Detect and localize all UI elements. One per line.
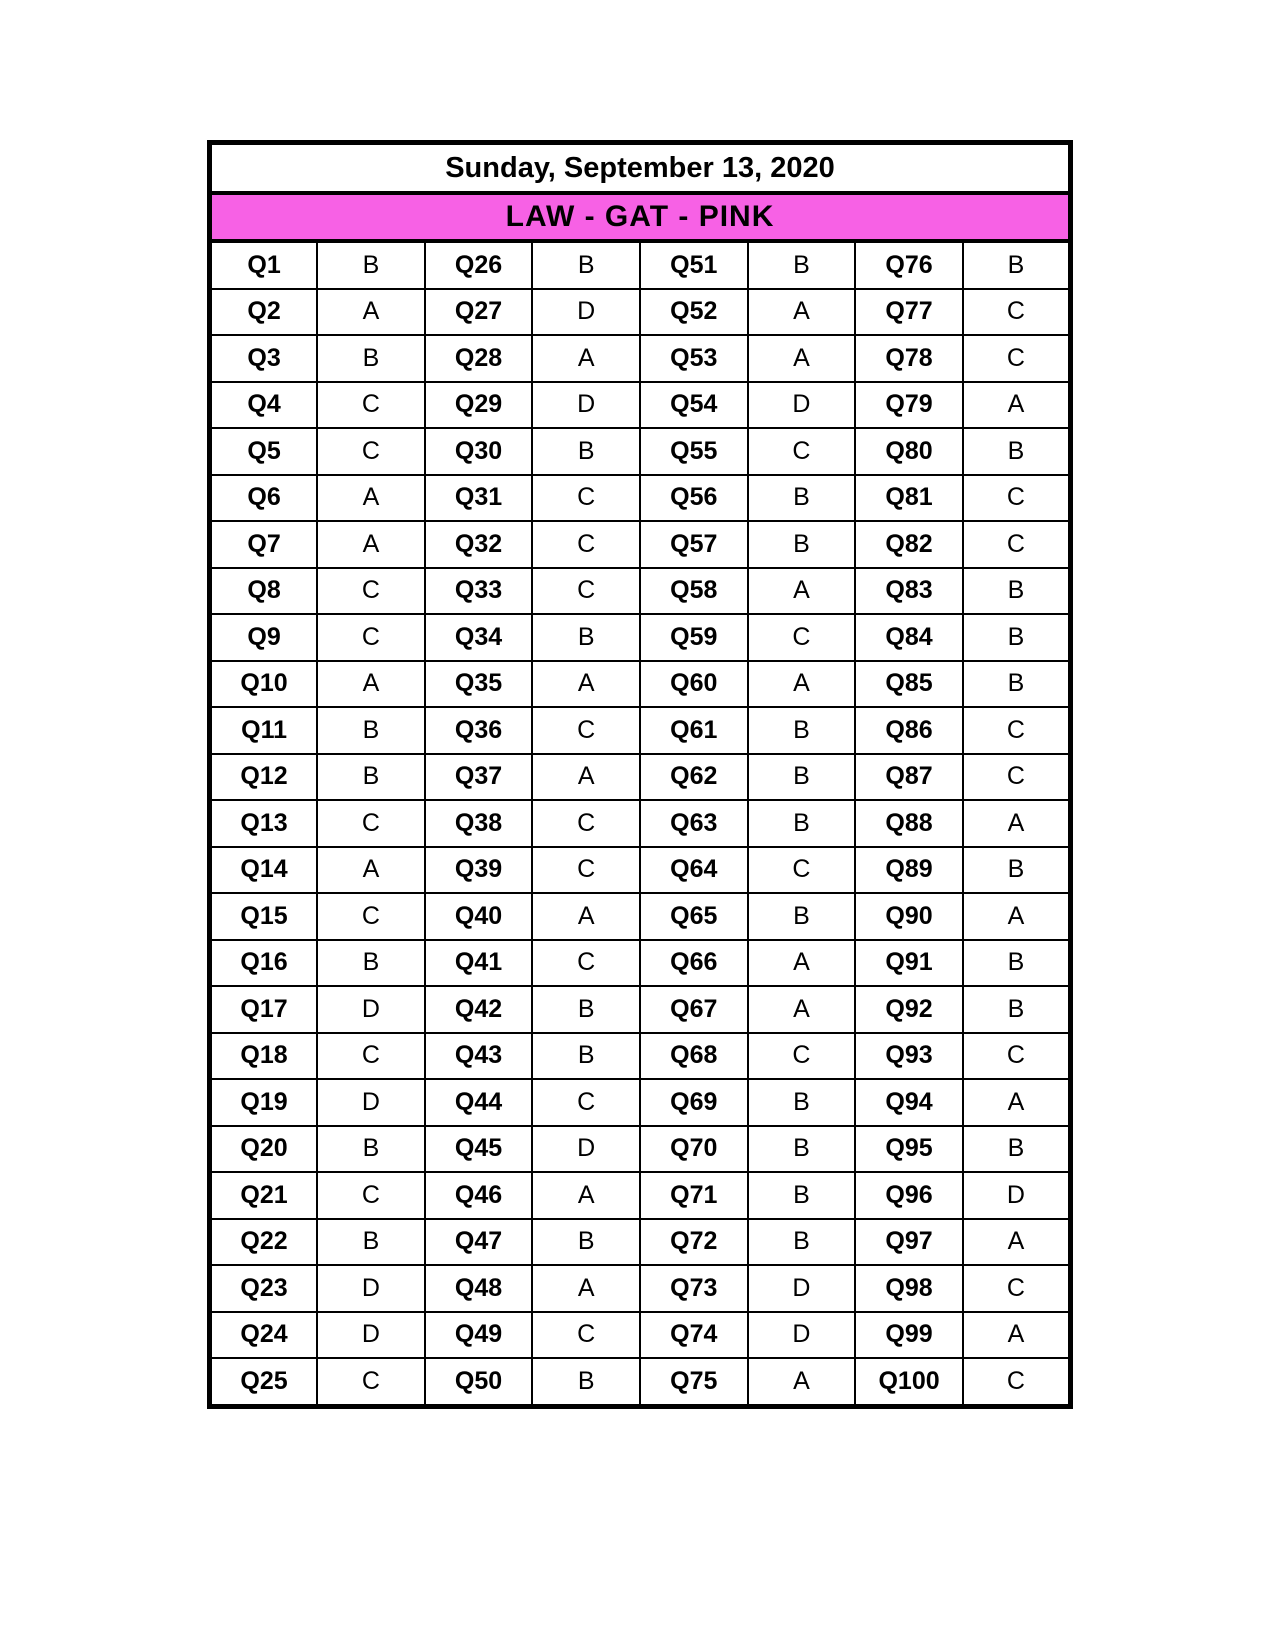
question-cell: Q82 — [855, 521, 963, 568]
question-cell: Q92 — [855, 986, 963, 1033]
answer-cell: C — [532, 1312, 640, 1359]
question-cell: Q22 — [210, 1219, 318, 1266]
banner-row — [210, 193, 1071, 241]
answer-cell: A — [748, 940, 856, 987]
answer-cell: B — [963, 661, 1071, 708]
exam-banner: LAW - GAT - PINK — [210, 193, 1071, 241]
answer-cell: C — [532, 1079, 640, 1126]
question-cell: Q27 — [425, 289, 533, 336]
question-cell: Q95 — [855, 1126, 963, 1173]
question-cell: Q79 — [855, 382, 963, 429]
question-cell: Q72 — [640, 1219, 748, 1266]
answer-cell: B — [532, 1033, 640, 1080]
answer-cell: C — [532, 568, 640, 615]
question-cell: Q78 — [855, 335, 963, 382]
question-cell: Q56 — [640, 475, 748, 522]
question-cell: Q80 — [855, 428, 963, 475]
answer-cell: D — [748, 1312, 856, 1359]
answer-cell: B — [963, 241, 1071, 289]
answer-cell: B — [532, 1219, 640, 1266]
question-cell: Q15 — [210, 893, 318, 940]
answer-cell: B — [963, 847, 1071, 894]
answer-cell: B — [532, 1358, 640, 1406]
table-row — [210, 1126, 1071, 1173]
question-cell: Q62 — [640, 754, 748, 801]
answer-cell: B — [963, 428, 1071, 475]
question-cell: Q8 — [210, 568, 318, 615]
table-row — [210, 893, 1071, 940]
table-row — [210, 800, 1071, 847]
question-cell: Q19 — [210, 1079, 318, 1126]
question-cell: Q60 — [640, 661, 748, 708]
answer-cell: C — [748, 847, 856, 894]
question-cell: Q58 — [640, 568, 748, 615]
answer-cell: A — [748, 986, 856, 1033]
question-cell: Q48 — [425, 1265, 533, 1312]
question-cell: Q12 — [210, 754, 318, 801]
answer-cell: C — [317, 1172, 425, 1219]
answer-cell: A — [748, 568, 856, 615]
table-row — [210, 1358, 1071, 1406]
answer-cell: A — [317, 289, 425, 336]
answer-cell: D — [748, 1265, 856, 1312]
answer-cell: C — [963, 754, 1071, 801]
question-cell: Q69 — [640, 1079, 748, 1126]
question-cell: Q50 — [425, 1358, 533, 1406]
question-cell: Q40 — [425, 893, 533, 940]
question-cell: Q59 — [640, 614, 748, 661]
answer-cell: C — [963, 335, 1071, 382]
answer-cell: C — [963, 521, 1071, 568]
table-row — [210, 1172, 1071, 1219]
answer-cell: D — [532, 289, 640, 336]
question-cell: Q31 — [425, 475, 533, 522]
answer-cell: C — [963, 1358, 1071, 1406]
answer-cell: B — [748, 1126, 856, 1173]
question-cell: Q76 — [855, 241, 963, 289]
table-row — [210, 1079, 1071, 1126]
answer-cell: B — [748, 800, 856, 847]
answer-cell: B — [532, 986, 640, 1033]
question-cell: Q23 — [210, 1265, 318, 1312]
question-cell: Q6 — [210, 475, 318, 522]
answer-cell: A — [963, 382, 1071, 429]
table-row — [210, 1033, 1071, 1080]
date-row — [210, 143, 1071, 194]
table-row — [210, 475, 1071, 522]
question-cell: Q100 — [855, 1358, 963, 1406]
answer-cell: B — [963, 986, 1071, 1033]
question-cell: Q96 — [855, 1172, 963, 1219]
answer-cell: C — [532, 940, 640, 987]
table-header — [210, 143, 1071, 242]
answer-cell: A — [532, 754, 640, 801]
answer-cell: D — [963, 1172, 1071, 1219]
answer-cell: D — [532, 1126, 640, 1173]
table-row — [210, 241, 1071, 289]
answer-cell: C — [532, 847, 640, 894]
answer-cell: A — [317, 475, 425, 522]
question-cell: Q61 — [640, 707, 748, 754]
question-cell: Q7 — [210, 521, 318, 568]
answer-cell: C — [748, 1033, 856, 1080]
table-row — [210, 289, 1071, 336]
answer-cell: A — [317, 847, 425, 894]
table-row — [210, 521, 1071, 568]
question-cell: Q32 — [425, 521, 533, 568]
answer-cell: C — [317, 382, 425, 429]
table-row — [210, 847, 1071, 894]
answer-cell: C — [317, 1033, 425, 1080]
question-cell: Q5 — [210, 428, 318, 475]
answer-cell: B — [748, 707, 856, 754]
question-cell: Q63 — [640, 800, 748, 847]
answer-cell: B — [748, 1172, 856, 1219]
question-cell: Q2 — [210, 289, 318, 336]
answer-cell: C — [532, 521, 640, 568]
answer-cell: A — [748, 335, 856, 382]
answer-cell: C — [748, 614, 856, 661]
answer-cell: B — [532, 428, 640, 475]
question-cell: Q93 — [855, 1033, 963, 1080]
answer-cell: A — [532, 1172, 640, 1219]
answer-cell: A — [317, 521, 425, 568]
question-cell: Q16 — [210, 940, 318, 987]
question-cell: Q37 — [425, 754, 533, 801]
question-cell: Q57 — [640, 521, 748, 568]
question-cell: Q81 — [855, 475, 963, 522]
answer-cell: A — [532, 661, 640, 708]
question-cell: Q90 — [855, 893, 963, 940]
question-cell: Q55 — [640, 428, 748, 475]
question-cell: Q65 — [640, 893, 748, 940]
answer-cell: B — [748, 1079, 856, 1126]
answer-cell: C — [963, 475, 1071, 522]
question-cell: Q73 — [640, 1265, 748, 1312]
question-cell: Q30 — [425, 428, 533, 475]
answer-cell: A — [963, 800, 1071, 847]
answer-cell: B — [748, 241, 856, 289]
question-cell: Q36 — [425, 707, 533, 754]
question-cell: Q34 — [425, 614, 533, 661]
answer-key-table — [207, 140, 1073, 1409]
question-cell: Q49 — [425, 1312, 533, 1359]
question-cell: Q38 — [425, 800, 533, 847]
question-cell: Q53 — [640, 335, 748, 382]
question-cell: Q47 — [425, 1219, 533, 1266]
question-cell: Q85 — [855, 661, 963, 708]
table-row — [210, 986, 1071, 1033]
question-cell: Q71 — [640, 1172, 748, 1219]
question-cell: Q67 — [640, 986, 748, 1033]
table-row — [210, 382, 1071, 429]
table-row — [210, 568, 1071, 615]
answer-cell: B — [963, 614, 1071, 661]
question-cell: Q88 — [855, 800, 963, 847]
table-row — [210, 1265, 1071, 1312]
answer-cell: D — [748, 382, 856, 429]
question-cell: Q64 — [640, 847, 748, 894]
answer-cell: B — [317, 241, 425, 289]
question-cell: Q84 — [855, 614, 963, 661]
question-cell: Q89 — [855, 847, 963, 894]
answer-cell: A — [963, 1219, 1071, 1266]
question-cell: Q41 — [425, 940, 533, 987]
question-cell: Q25 — [210, 1358, 318, 1406]
answer-cell: D — [532, 382, 640, 429]
answer-cell: C — [963, 1265, 1071, 1312]
answer-rows — [210, 241, 1071, 1406]
answer-cell: C — [963, 1033, 1071, 1080]
question-cell: Q4 — [210, 382, 318, 429]
answer-cell: A — [963, 1312, 1071, 1359]
answer-cell: C — [317, 614, 425, 661]
question-cell: Q10 — [210, 661, 318, 708]
answer-cell: D — [317, 1265, 425, 1312]
answer-cell: C — [317, 893, 425, 940]
answer-cell: A — [532, 893, 640, 940]
answer-cell: A — [963, 1079, 1071, 1126]
question-cell: Q86 — [855, 707, 963, 754]
table-row — [210, 661, 1071, 708]
question-cell: Q28 — [425, 335, 533, 382]
answer-cell: C — [963, 289, 1071, 336]
question-cell: Q46 — [425, 1172, 533, 1219]
question-cell: Q52 — [640, 289, 748, 336]
answer-cell: C — [532, 475, 640, 522]
question-cell: Q87 — [855, 754, 963, 801]
answer-cell: B — [748, 521, 856, 568]
answer-cell: A — [748, 661, 856, 708]
answer-cell: C — [748, 428, 856, 475]
date-title: Sunday, September 13, 2020 — [210, 143, 1071, 194]
table-row — [210, 335, 1071, 382]
answer-cell: B — [963, 1126, 1071, 1173]
answer-cell: B — [317, 707, 425, 754]
answer-cell: B — [748, 475, 856, 522]
answer-cell: A — [748, 289, 856, 336]
question-cell: Q99 — [855, 1312, 963, 1359]
question-cell: Q20 — [210, 1126, 318, 1173]
question-cell: Q18 — [210, 1033, 318, 1080]
table-row — [210, 1312, 1071, 1359]
question-cell: Q51 — [640, 241, 748, 289]
answer-cell: C — [532, 707, 640, 754]
answer-cell: A — [532, 335, 640, 382]
answer-cell: B — [963, 940, 1071, 987]
answer-cell: D — [317, 986, 425, 1033]
question-cell: Q13 — [210, 800, 318, 847]
question-cell: Q45 — [425, 1126, 533, 1173]
answer-cell: A — [317, 661, 425, 708]
answer-cell: B — [317, 1219, 425, 1266]
question-cell: Q17 — [210, 986, 318, 1033]
question-cell: Q39 — [425, 847, 533, 894]
answer-cell: B — [963, 568, 1071, 615]
answer-cell: B — [317, 335, 425, 382]
answer-cell: B — [748, 893, 856, 940]
answer-cell: A — [532, 1265, 640, 1312]
table-row — [210, 754, 1071, 801]
answer-cell: B — [748, 754, 856, 801]
answer-cell: D — [317, 1079, 425, 1126]
question-cell: Q26 — [425, 241, 533, 289]
question-cell: Q21 — [210, 1172, 318, 1219]
question-cell: Q77 — [855, 289, 963, 336]
table-row — [210, 428, 1071, 475]
question-cell: Q14 — [210, 847, 318, 894]
question-cell: Q66 — [640, 940, 748, 987]
question-cell: Q75 — [640, 1358, 748, 1406]
question-cell: Q24 — [210, 1312, 318, 1359]
table-row — [210, 707, 1071, 754]
question-cell: Q3 — [210, 335, 318, 382]
answer-cell: C — [317, 568, 425, 615]
answer-cell: C — [317, 428, 425, 475]
answer-cell: B — [317, 940, 425, 987]
question-cell: Q70 — [640, 1126, 748, 1173]
table-row — [210, 614, 1071, 661]
answer-cell: C — [317, 1358, 425, 1406]
answer-cell: B — [317, 754, 425, 801]
question-cell: Q74 — [640, 1312, 748, 1359]
answer-cell: C — [532, 800, 640, 847]
question-cell: Q35 — [425, 661, 533, 708]
question-cell: Q98 — [855, 1265, 963, 1312]
question-cell: Q43 — [425, 1033, 533, 1080]
question-cell: Q83 — [855, 568, 963, 615]
answer-cell: A — [963, 893, 1071, 940]
question-cell: Q44 — [425, 1079, 533, 1126]
question-cell: Q97 — [855, 1219, 963, 1266]
answer-cell: C — [317, 800, 425, 847]
question-cell: Q94 — [855, 1079, 963, 1126]
answer-cell: B — [748, 1219, 856, 1266]
answer-cell: A — [748, 1358, 856, 1406]
question-cell: Q29 — [425, 382, 533, 429]
answer-cell: B — [317, 1126, 425, 1173]
question-cell: Q42 — [425, 986, 533, 1033]
answer-cell: B — [532, 614, 640, 661]
question-cell: Q54 — [640, 382, 748, 429]
answer-cell: D — [317, 1312, 425, 1359]
question-cell: Q33 — [425, 568, 533, 615]
question-cell: Q9 — [210, 614, 318, 661]
table-row — [210, 1219, 1071, 1266]
question-cell: Q68 — [640, 1033, 748, 1080]
table-row — [210, 940, 1071, 987]
answer-cell: B — [532, 241, 640, 289]
question-cell: Q91 — [855, 940, 963, 987]
answer-cell: C — [963, 707, 1071, 754]
question-cell: Q1 — [210, 241, 318, 289]
question-cell: Q11 — [210, 707, 318, 754]
